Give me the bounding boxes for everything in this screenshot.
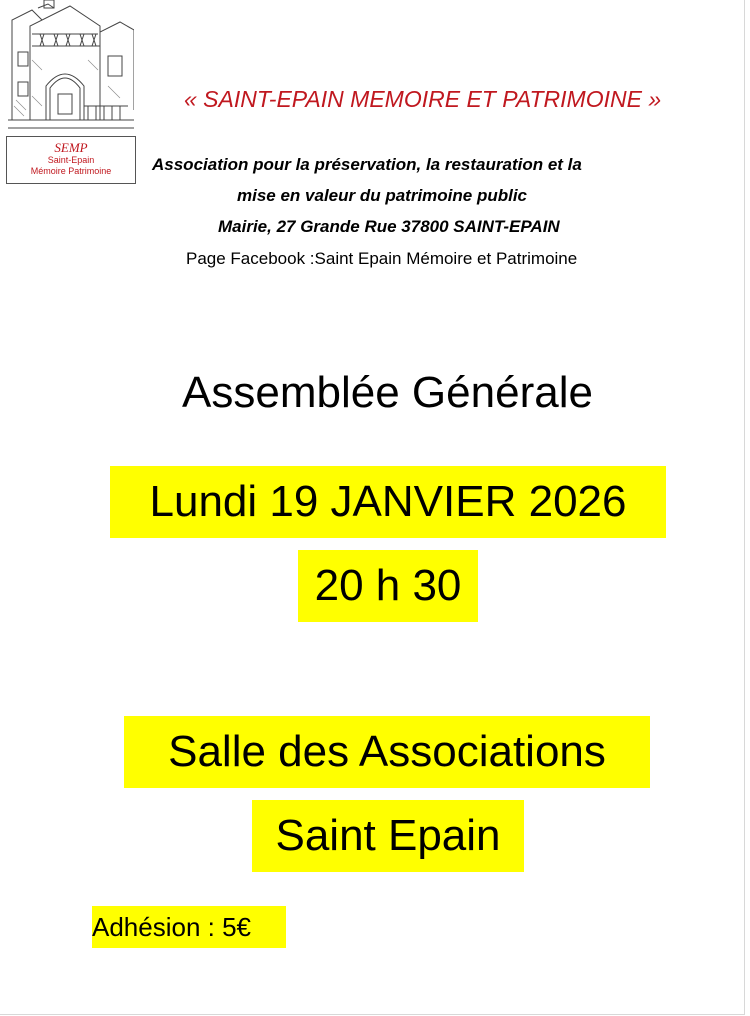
description-line-2: mise en valeur du patrimoine public [237,186,528,205]
house-sketch-logo [8,0,134,135]
logo-title: SEMP [54,140,88,155]
event-date: Lundi 19 JANVIER 2026 [110,466,666,538]
event-town: Saint Epain [252,800,524,872]
description-line-1: Association pour la préservation, la restauration et la [152,155,582,174]
event-time: 20 h 30 [298,550,478,622]
event-title: Assemblée Générale [182,368,593,417]
facebook-page: Page Facebook :Saint Epain Mémoire et Patrimoine [186,249,578,268]
membership-fee: Adhésion : 5€ [92,906,286,948]
logo-line-1: Saint-Epain [47,155,95,165]
logo-line-2: Mémoire Patrimoine [30,166,112,176]
logo-label-box [6,136,136,184]
event-venue: Salle des Associations [124,716,650,788]
association-name: « SAINT-EPAIN MEMOIRE ET PATRIMOINE » [184,86,662,112]
address: Mairie, 27 Grande Rue 37800 SAINT-EPAIN [218,217,560,236]
